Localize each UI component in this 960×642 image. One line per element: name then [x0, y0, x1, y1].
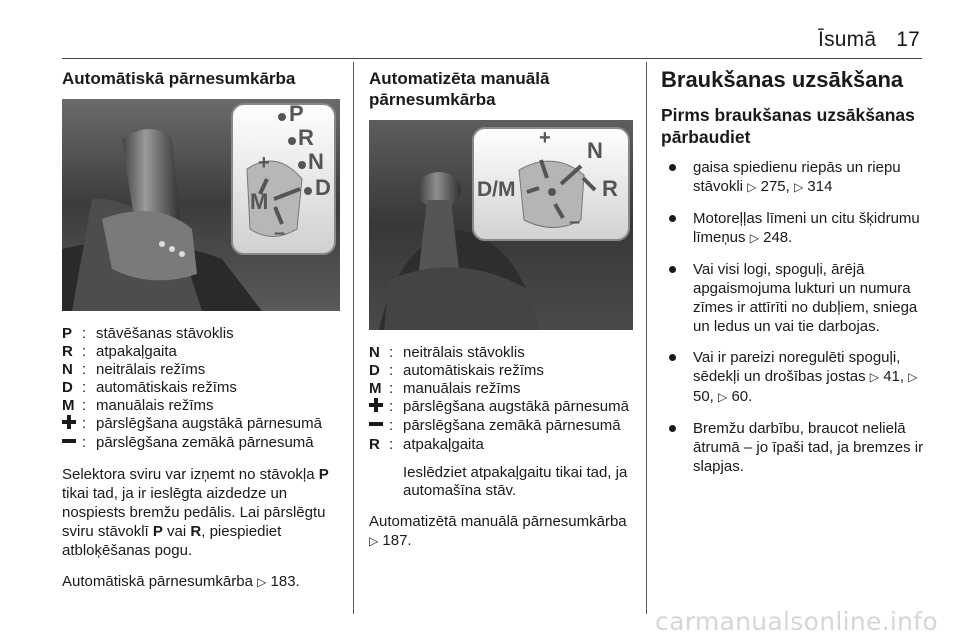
minus-icon: [369, 417, 389, 436]
legend-item: R : atpakaļgaita: [369, 436, 633, 454]
legend-item: M : manuālais režīms: [369, 380, 633, 398]
legend-item: N : neitrālais stāvoklis: [369, 344, 633, 362]
section-title: Īsumā: [818, 28, 877, 51]
column-automated-manual-transmission: [369, 62, 633, 551]
legend-key: N: [369, 344, 380, 361]
list-item: Motoreļļas līmeni un citu šķidrumu līmeņus ▷ 248.: [661, 209, 926, 248]
legend-note: Ieslēdziet atpakaļgaitu tikai tad, ja automašīna stāv.: [403, 464, 628, 499]
legend-key: D: [369, 362, 380, 379]
header-rule: [62, 58, 922, 59]
legend-item: P : stāvēšanas stāvoklis: [62, 325, 340, 343]
reference-triangle-icon: ▷: [369, 534, 379, 548]
legend-key: N: [62, 361, 73, 378]
legend-item: D : automātiskais režīms: [62, 379, 340, 397]
figure-label-minus: –: [569, 211, 581, 233]
section-heading: Automatizēta manuālā pārnesumkārba: [369, 69, 550, 109]
list-item: gaisa spiedienu riepās un riepu stāvokli ▷ 275, ▷ 314: [661, 158, 926, 197]
gear-selector-illustration: [62, 99, 340, 311]
legend-text: atpakaļgaita: [403, 436, 484, 453]
legend-text: automātiskais režīms: [403, 362, 544, 379]
legend-item: D : automātiskais režīms: [369, 362, 633, 380]
legend-text: manuālais režīms: [96, 397, 214, 414]
cross-reference[interactable]: Automātiskā pārnesumkārba ▷ 183.: [62, 573, 300, 590]
column-automatic-transmission: [62, 62, 340, 592]
reference-triangle-icon: ▷: [718, 390, 728, 404]
list-item: Vai ir pareizi noregulēti spoguļi, sēdekļi un drošības jostas ▷ 41, ▷ 50, ▷ 60.: [661, 348, 926, 407]
legend-key: M: [62, 397, 75, 414]
reference-triangle-icon: ▷: [749, 231, 759, 245]
legend-text: pārslēgšana augstākā pārnesumā: [403, 398, 629, 415]
automatic-gearbox-figure: [62, 99, 340, 311]
page-number: 17: [896, 28, 920, 51]
column-divider: [353, 62, 354, 614]
checklist: [661, 158, 926, 476]
gear-selector-illustration: [369, 120, 633, 330]
legend-text: manuālais režīms: [403, 380, 521, 397]
section-heading: Automātiskā pārnesumkārba: [62, 69, 296, 88]
legend-item: : pārslēgšana zemākā pārnesumā: [369, 417, 633, 436]
legend-item: : pārslēgšana augstākā pārnesumā: [62, 415, 340, 434]
column-divider: [646, 62, 647, 614]
reference-triangle-icon: ▷: [869, 370, 880, 384]
legend-key: M: [369, 380, 382, 397]
legend-text: pārslēgšana zemākā pārnesumā: [96, 434, 314, 451]
legend-key: P: [62, 325, 73, 342]
legend-item: R : atpakaļgaita: [62, 343, 340, 361]
legend-text: pārslēgšana augstākā pārnesumā: [96, 415, 322, 432]
figure-label-DM: D/M: [477, 178, 516, 201]
figure-label-D: D: [315, 175, 331, 200]
figure-label-minus: –: [274, 222, 286, 244]
watermark: carmanualsonline.info: [655, 607, 938, 636]
list-item: Bremžu darbību, braucot nelielā ātrumā – jo īpaši tad, ja bremzes ir slapjas.: [661, 419, 926, 476]
figure-label-R: R: [298, 125, 314, 150]
reference-triangle-icon: ▷: [747, 180, 757, 194]
section-heading: Braukšanas uzsākšana: [661, 67, 904, 92]
legend-text: stāvēšanas stāvoklis: [96, 325, 234, 342]
reference-triangle-icon: ▷: [793, 180, 804, 194]
running-head: [818, 28, 920, 52]
body-paragraph: Selektora sviru var izņemt no stāvokļa P tikai tad, ja ir ieslēgta aizdedze un nospiests bremžu pedālis. Lai pārslēgtu sviru stāvoklī P vai R, piespiediet atbloķēšanas pogu.: [62, 466, 329, 559]
legend-item: : pārslēgšana augstākā pārnesumā: [369, 398, 633, 417]
legend-key: R: [369, 436, 380, 453]
plus-icon: [62, 415, 82, 434]
minus-icon: [62, 434, 82, 453]
list-item: Vai visi logi, spoguļi, ārējā apgaismojuma lukturi un numura zīmes ir attīrīti no dubļiem, sniega un ledus un vai tie darbojas.: [661, 260, 926, 336]
cross-reference[interactable]: Automatizētā manuālā pārnesumkārba ▷ 187.: [369, 513, 627, 549]
figure-label-R: R: [602, 176, 618, 201]
legend-text: neitrālais stāvoklis: [403, 344, 525, 361]
reference-triangle-icon: ▷: [257, 575, 267, 589]
legend-text: automātiskais režīms: [96, 379, 237, 396]
column-starting-driving: [661, 62, 926, 488]
legend-item: M : manuālais režīms: [62, 397, 340, 415]
legend-list: [62, 325, 340, 453]
legend-key: R: [62, 343, 73, 360]
legend-text: neitrālais režīms: [96, 361, 206, 378]
plus-icon: [369, 398, 389, 417]
reference-triangle-icon: ▷: [908, 370, 918, 384]
figure-label-P: P: [289, 101, 304, 126]
legend-text: pārslēgšana zemākā pārnesumā: [403, 417, 621, 434]
subsection-heading: Pirms braukšanas uzsākšanas pārbaudiet: [661, 105, 915, 147]
figure-label-M: M: [250, 189, 269, 214]
legend-list: [369, 344, 633, 500]
figure-label-N: N: [587, 138, 603, 163]
figure-label-plus: +: [258, 152, 270, 174]
legend-key: D: [62, 379, 73, 396]
legend-item: N : neitrālais režīms: [62, 361, 340, 379]
automated-manual-figure: [369, 120, 633, 330]
legend-item: : pārslēgšana zemākā pārnesumā: [62, 434, 340, 453]
figure-label-plus: +: [539, 127, 551, 149]
legend-text: atpakaļgaita: [96, 343, 177, 360]
figure-label-N: N: [308, 149, 324, 174]
